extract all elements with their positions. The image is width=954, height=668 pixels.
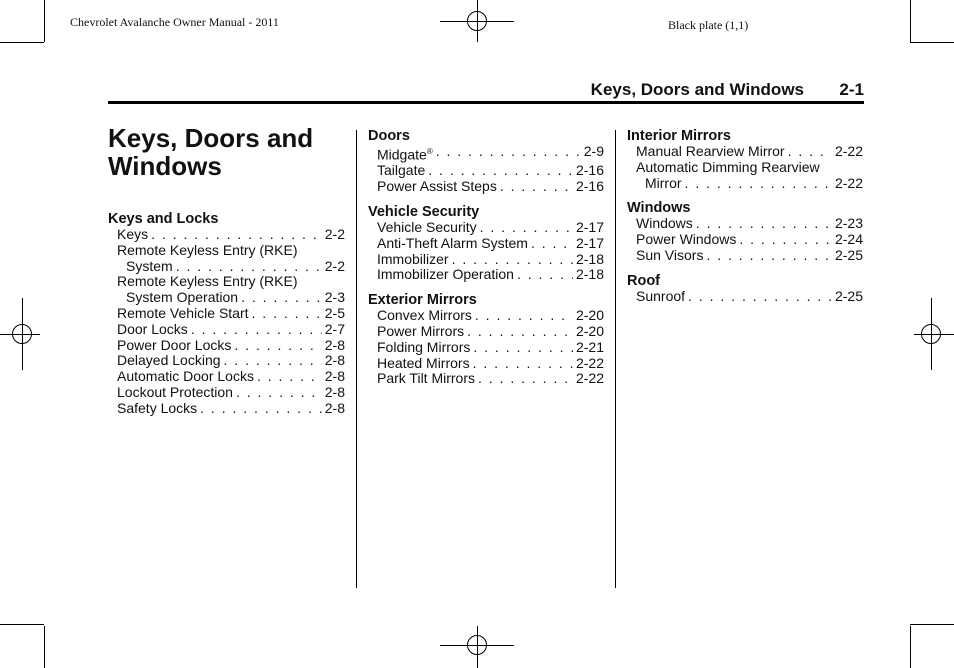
toc-entry-text: Power Mirrors [377,323,465,340]
toc-entry-page: 2-7 [324,320,345,337]
toc-entry-text: Delayed Locking [117,352,221,369]
dot-leader [436,144,581,163]
header-rule [108,101,864,104]
toc-entry-text: Sun Visors [636,246,704,263]
toc-section-roof [627,273,863,305]
registration-circle [12,324,32,344]
crop-mark [44,626,45,668]
toc-section-title: Doors [368,128,410,144]
dot-leader [688,289,832,305]
toc-section-title: Vehicle Security [368,204,480,221]
toc-entry-label [117,385,233,401]
toc-entry-page: 2-21 [575,338,604,355]
toc-entry-page: 2-22 [575,370,604,387]
dot-leader [234,338,321,354]
toc-entry-label [377,356,470,372]
dot-leader [467,324,573,340]
toc-entry-page: 2-5 [324,304,345,321]
running-header-title: Keys, Doors and Windows [590,80,804,99]
toc-entry[interactable] [368,144,604,163]
toc-entry-label [117,338,231,354]
toc-entry-page: 2-22 [834,143,863,159]
toc-entry[interactable] [108,369,345,385]
dot-leader [706,248,832,264]
registration-circle [467,635,487,655]
toc-entry-text: Vehicle Security [377,219,477,236]
toc-entry-text: System Operation [126,289,239,306]
registration-circle [467,11,487,31]
dot-leader [739,232,832,248]
plate-manual-name: Chevrolet Avalanche Owner Manual - 2011 [70,15,279,29]
dot-leader [531,236,573,252]
toc-entry[interactable] [627,176,863,192]
dot-leader [257,369,322,385]
toc-entry-text: Lockout Protection [117,383,233,400]
toc-entry-label [636,144,785,160]
toc-entry-page: 2-3 [324,289,345,306]
toc-entry-label [377,163,425,179]
dot-leader [428,163,573,179]
toc-entry-page: 2-8 [324,336,345,353]
toc-entry-label-line: Remote Keyless Entry (RKE) [117,241,298,258]
toc-entry-text: Windows [636,215,693,232]
toc-section-windows [627,200,863,263]
toc-entry-page: 2-2 [324,257,345,274]
toc-entry-text: Convex Mirrors [377,307,472,324]
dot-leader [151,227,322,243]
toc-entry-text: Keys [117,226,149,242]
toc-entry[interactable] [627,232,863,248]
toc-entry-label [117,322,188,338]
toc-entry-label [636,289,685,305]
toc-entry-page: 2-22 [575,354,604,371]
toc-entry[interactable] [368,220,604,236]
crop-mark [910,626,911,668]
toc-entry-text: Automatic Door Locks [117,368,254,385]
toc-entry[interactable] [108,385,345,401]
toc-entry-text: Folding Mirrors [377,338,471,355]
toc-entry-page: 2-18 [575,250,604,267]
toc-entry-page: 2-8 [324,399,345,416]
column-divider [356,130,357,588]
toc-entry-text: Midgate [377,146,427,163]
crop-mark [0,42,44,43]
toc-entry[interactable] [108,322,345,338]
toc-entry-page: 2-9 [583,143,604,159]
dot-leader [500,179,573,195]
toc-entry-page: 2-23 [834,215,863,232]
toc-entry[interactable] [368,324,604,340]
dot-leader [480,220,573,236]
toc-entry-page: 2-2 [324,226,345,242]
column-divider [615,130,616,588]
registration-circle [921,324,941,344]
toc-entry[interactable] [627,216,863,232]
toc-entry-label [645,176,682,192]
toc-entry-label [636,232,736,248]
dot-leader [788,144,832,160]
toc-entry-label [117,369,254,385]
toc-column-2 [368,128,604,396]
toc-entry-text: Sunroof [636,287,686,304]
toc-entry[interactable] [627,289,863,305]
toc-entry-page: 2-17 [575,234,604,251]
registered-mark: ® [426,147,433,156]
toc-entry-label [117,353,221,369]
dot-leader [478,371,573,387]
toc-entry[interactable] [368,179,604,195]
dot-leader [473,356,573,372]
toc-section-title: Windows [627,200,691,217]
dot-leader [236,385,322,401]
toc-entry[interactable] [368,308,604,324]
toc-entry[interactable] [368,267,604,283]
dot-leader [696,216,832,232]
toc-section-title: Exterior Mirrors [368,292,477,309]
toc-entry-label [377,308,472,324]
plate-label: Black plate (1,1) [668,18,749,32]
toc-entry-label [117,401,197,417]
toc-entry-page: 2-17 [575,219,604,236]
toc-entry-label-line: Remote Keyless Entry (RKE) [117,273,298,290]
toc-column-1 [108,211,345,426]
toc-entry[interactable] [368,163,604,179]
toc-entry[interactable] [108,227,345,243]
toc-entry-text: Safety Locks [117,399,198,416]
toc-entry-page: 2-22 [834,174,863,191]
dot-leader [200,401,322,417]
toc-column-3 [627,128,863,314]
crop-mark [910,624,954,625]
toc-entry-label [636,248,703,264]
toc-section-vehicle-security [368,204,604,283]
dot-leader [224,353,322,369]
toc-entry-label [117,306,249,322]
toc-entry-text: Heated Mirrors [377,354,470,371]
toc-entry[interactable] [108,353,345,369]
toc-entry-page: 2-16 [575,178,604,195]
toc-entry-label [377,252,449,268]
crop-mark [44,0,45,42]
toc-entry-label-line: Automatic Dimming Rearview [636,158,820,175]
toc-entry-page: 2-16 [575,162,604,179]
toc-entry-label [117,227,148,243]
toc-entry-label [377,236,528,252]
toc-entry-page: 2-24 [834,231,863,248]
toc-entry-page: 2-18 [575,266,604,283]
toc-entry-label [377,324,464,340]
toc-entry-label [377,267,514,283]
toc-entry-text: Remote Vehicle Start [117,304,249,321]
crop-mark [910,0,911,42]
toc-entry-page: 2-25 [834,287,863,304]
toc-entry-page: 2-20 [575,323,604,340]
toc-entry-text: Anti-Theft Alarm System [377,234,528,251]
toc-entry-text: Immobilizer Operation [377,266,514,283]
toc-entry-text: Tailgate [377,162,426,179]
toc-entry[interactable] [368,340,604,356]
dot-leader [252,306,322,322]
toc-entry-text: Power Assist Steps [377,178,497,195]
crop-mark [0,624,44,625]
toc-entry-page: 2-8 [324,368,345,385]
dot-leader [452,252,573,268]
dot-leader [473,340,573,356]
running-header [108,80,864,102]
toc-entry[interactable] [627,248,863,264]
toc-entry-text: Power Windows [636,231,737,248]
toc-entry-text: Park Tilt Mirrors [377,370,475,387]
crop-mark [910,42,954,43]
toc-entry[interactable] [108,401,345,417]
toc-entry-text: Immobilizer [377,250,449,267]
toc-entry-page: 2-8 [324,352,345,369]
toc-entry-text: Mirror [645,174,682,191]
toc-entry-label [377,179,497,195]
toc-section-keys-and-locks [108,211,345,417]
dot-leader [176,259,322,275]
toc-entry-page: 2-20 [575,307,604,324]
toc-entry-label [377,144,433,163]
toc-section-exterior-mirrors [368,292,604,387]
running-header-page: 2-1 [839,80,864,99]
chapter-title: Keys, Doors and Windows [108,123,314,181]
toc-section-title: Roof [627,272,661,289]
toc-section-title: Keys and Locks [108,211,219,227]
toc-entry-text: System [126,257,173,274]
toc-section-title: Interior Mirrors [627,128,731,144]
toc-entry[interactable] [368,252,604,268]
toc-entry-page: 2-8 [324,383,345,400]
dot-leader [191,322,322,338]
toc-section-doors [368,128,604,195]
toc-entry-label [377,220,477,236]
toc-entry[interactable] [108,290,345,306]
dot-leader [517,267,573,283]
toc-entry-text: Manual Rearview Mirror [636,143,785,159]
toc-entry[interactable] [368,236,604,252]
toc-entry-label [636,216,693,232]
toc-entry[interactable] [108,259,345,275]
toc-entry-text: Power Door Locks [117,336,232,353]
toc-entry-page: 2-25 [834,246,863,263]
toc-entry[interactable] [108,338,345,354]
toc-entry-label [377,371,475,387]
toc-entry[interactable] [108,306,345,322]
toc-entry[interactable] [368,371,604,387]
toc-section-interior-mirrors [627,128,863,191]
dot-leader [475,308,573,324]
dot-leader [685,176,832,192]
toc-entry[interactable] [368,356,604,372]
toc-entry-label [126,259,173,275]
toc-entry-label [377,340,470,356]
toc-entry[interactable] [627,144,863,160]
dot-leader [241,290,322,306]
toc-entry-label [126,290,238,306]
toc-entry-text: Door Locks [117,320,188,337]
